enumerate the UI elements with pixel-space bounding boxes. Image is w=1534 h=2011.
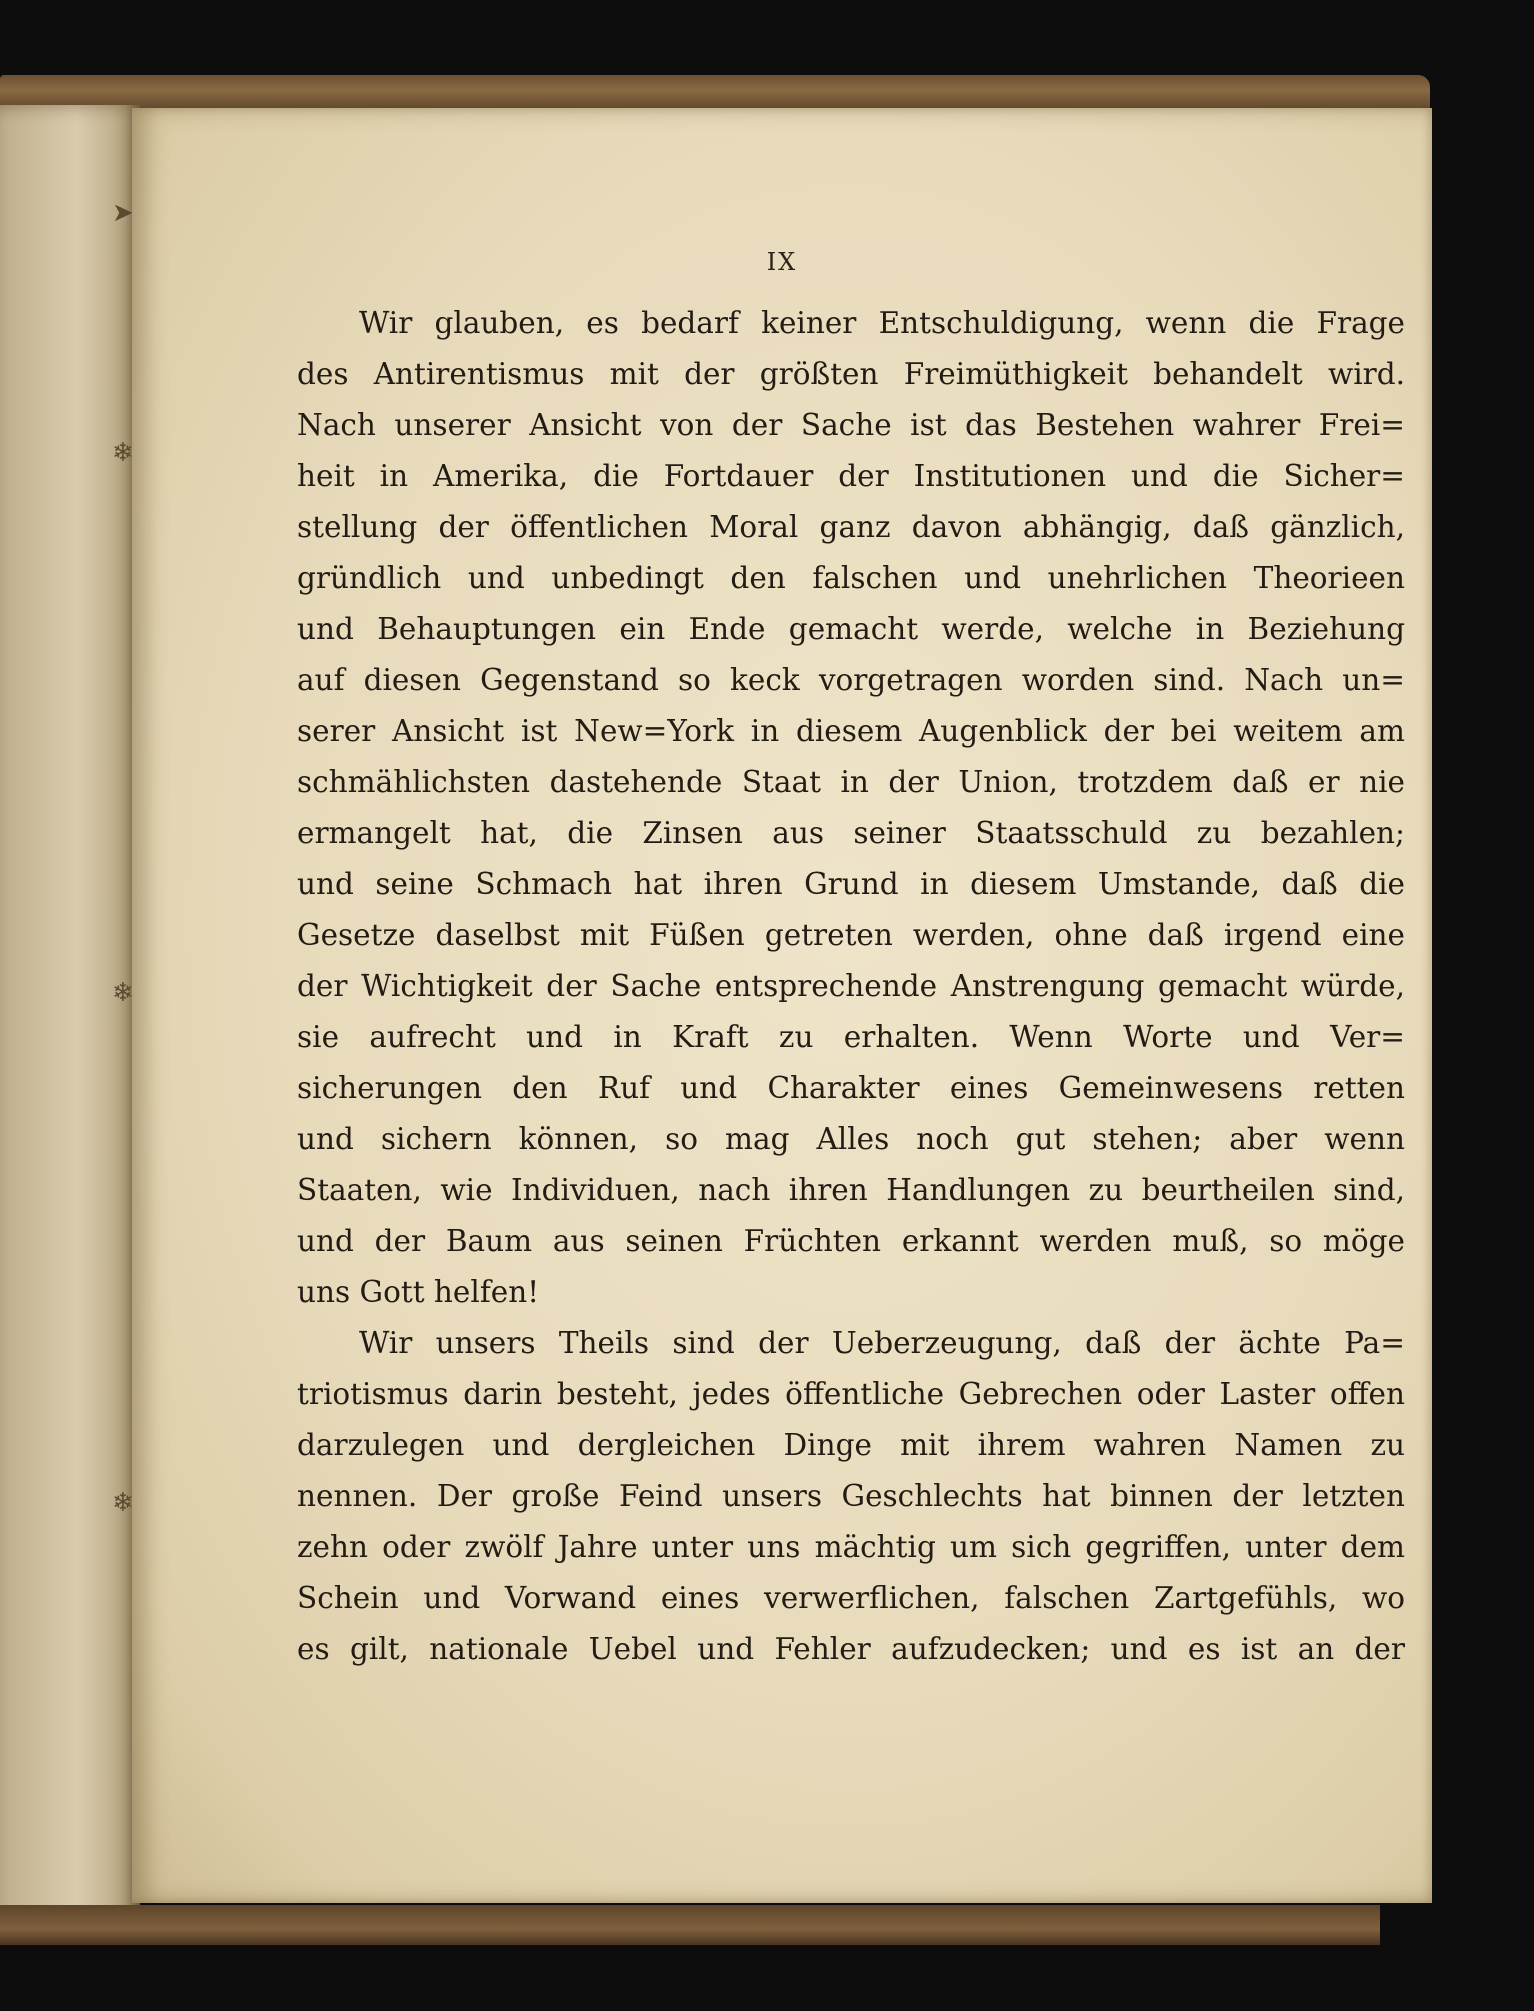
text-line: der Wichtigkeit der Sache entsprechende Anstrengung gemacht würde, <box>297 969 1405 1003</box>
text-line: gründlich und unbedingt den falschen und unehrlichen Theorieen <box>297 561 1405 595</box>
page-text <box>297 298 1405 1675</box>
text-line: zehn oder zwölf Jahre unter uns mächtig um sich gegriffen, unter dem <box>297 1530 1405 1564</box>
text-line: Gesetze daselbst mit Füßen getreten werden, ohne daß irgend eine <box>297 918 1405 952</box>
text-line: und Behauptungen ein Ende gemacht werde, welche in Beziehung <box>297 612 1405 646</box>
text-line: sicherungen den Ruf und Charakter eines Gemeinwesens retten <box>297 1071 1405 1105</box>
binding-stitch-icon: ➤ <box>112 198 134 228</box>
text-line: schmählichsten dastehende Staat in der Union, trotzdem daß er nie <box>297 765 1405 799</box>
paragraph-1 <box>297 298 1405 1318</box>
text-line: und der Baum aus seinen Früchten erkannt werden muß, so möge <box>297 1224 1405 1258</box>
text-line: Wir glauben, es bedarf keiner Entschuldigung, wenn die Frage <box>359 306 1405 340</box>
text-line: Nach unserer Ansicht von der Sache ist das Bestehen wahrer Frei= <box>297 408 1405 442</box>
text-line: es gilt, nationale Uebel und Fehler aufzudecken; und es ist an der <box>297 1632 1405 1666</box>
text-line: darzulegen und dergleichen Dinge mit ihrem wahren Namen zu <box>297 1428 1405 1462</box>
text-line: heit in Amerika, die Fortdauer der Institutionen und die Sicher= <box>297 459 1405 493</box>
text-line: ermangelt hat, die Zinsen aus seiner Staatsschuld zu bezahlen; <box>297 816 1405 850</box>
text-line: sie aufrecht und in Kraft zu erhalten. Wenn Worte und Ver= <box>297 1020 1405 1054</box>
binding-stitch-icon: ❄ <box>112 1488 134 1518</box>
text-line: des Antirentismus mit der größten Freimüthigkeit behandelt wird. <box>297 357 1405 391</box>
text-line: nennen. Der große Feind unsers Geschlechts hat binnen der letzten <box>297 1479 1405 1513</box>
text-line: und seine Schmach hat ihren Grund in diesem Umstande, daß die <box>297 867 1405 901</box>
binding-stitch-icon: ❄ <box>112 438 134 468</box>
text-line: Schein und Vorwand eines verwerflichen, falschen Zartgefühls, wo <box>297 1581 1405 1615</box>
text-line: triotismus darin besteht, jedes öffentliche Gebrechen oder Laster offen <box>297 1377 1405 1411</box>
text-line: uns Gott helfen! <box>297 1275 540 1309</box>
paragraph-2 <box>297 1318 1405 1675</box>
text-line: Staaten, wie Individuen, nach ihren Handlungen zu beurtheilen sind, <box>297 1173 1405 1207</box>
text-line: stellung der öffentlichen Moral ganz davon abhängig, daß gänzlich, <box>297 510 1405 544</box>
book-page <box>132 108 1432 1903</box>
page-number: IX <box>766 248 798 276</box>
left-page-edge <box>0 105 140 1925</box>
binding-stitch-icon: ❄ <box>112 978 134 1008</box>
text-line: auf diesen Gegenstand so keck vorgetragen worden sind. Nach un= <box>297 663 1405 697</box>
text-line: und sichern können, so mag Alles noch gut stehen; aber wenn <box>297 1122 1405 1156</box>
text-line: serer Ansicht ist New=York in diesem Augenblick der bei weitem am <box>297 714 1405 748</box>
book-cover-bottom-edge <box>0 1905 1380 1945</box>
text-line: Wir unsers Theils sind der Ueberzeugung, daß der ächte Pa= <box>359 1326 1405 1360</box>
